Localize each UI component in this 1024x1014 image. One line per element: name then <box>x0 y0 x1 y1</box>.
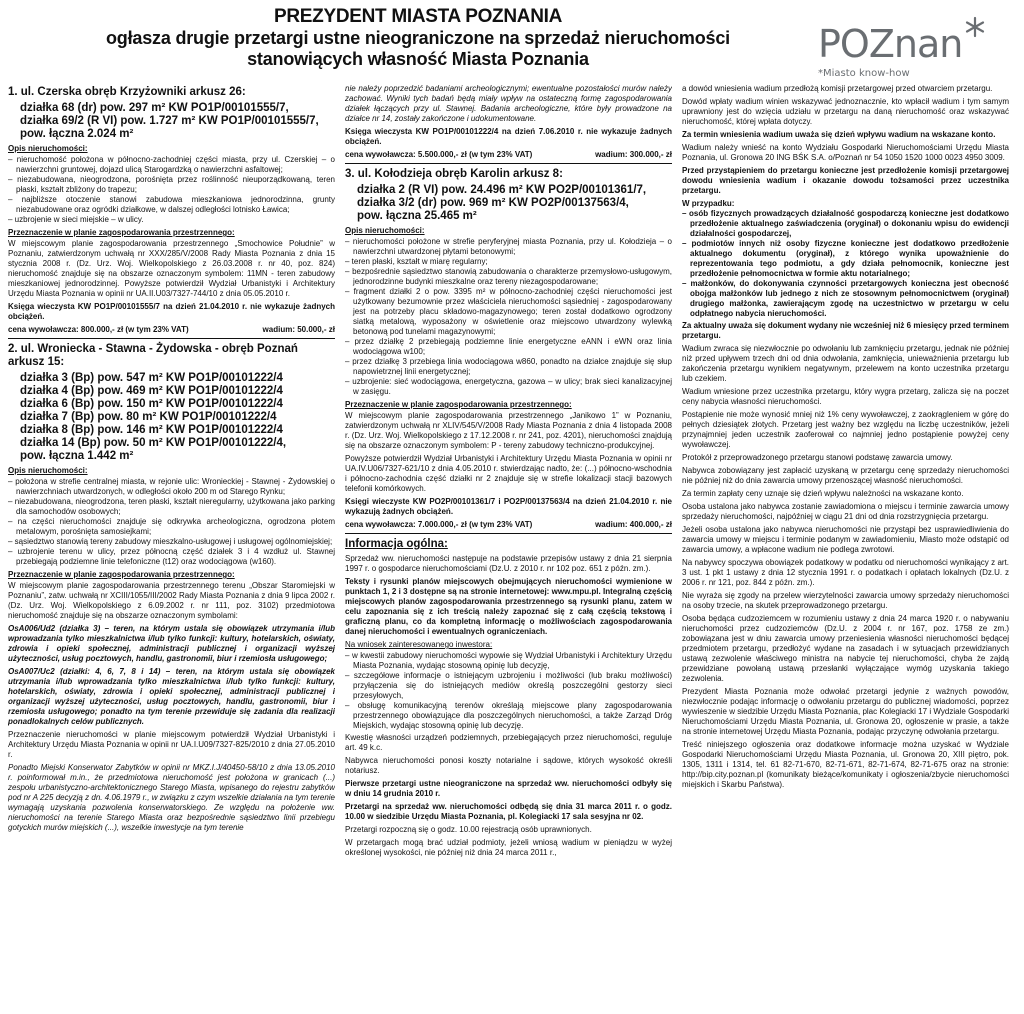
list-item: – przez działkę 2 przebiegają podziemne linie energetyczne eANN i eWN oraz linia wodociągowa w100; <box>345 337 672 356</box>
page-title: PREZYDENT MIASTA POZNANIA <box>273 6 563 27</box>
cases-list <box>682 209 1009 319</box>
header <box>8 4 1016 88</box>
opis-heading: Opis nieruchomości: <box>345 226 425 235</box>
info-paragraph: W przetargach mogą brać udział podmioty, jeżeli wniosą wadium w pieniądzu w wyżej określonej wysokości, nie później niż dnia 24 marca 2011 r., <box>345 838 672 857</box>
column-3 <box>682 84 1009 1014</box>
plot-line: działka 14 (Bp) pow. 50 m² KW PO1P/00101222/4, <box>20 437 287 449</box>
plan-text: W miejscowym planie zagospodarowania przestrzennego „Smochowice Południe” w Poznaniu, zatwierdzonym uchwałą nr XXX/285/V/2008 Rady Miasta Poznania z dnia 15 stycznia 2008 r. (Dz. Urz. Woj. Wielkopolskiego z 26.03.2008 r. nr 40, poz. 824) nieruchomość znajduje się na obszarze oznaczonym symbolem: 11MN - teren zabudowy mieszkaniowej jednorodzinnej. Powyższe potwierdził Wydział Urbanistyki i Architektury Urzędu Miasta Poznania w opinii nr UA.II.U03/7327-744/10 z dnia 05.05.2010 r. <box>8 239 335 298</box>
plot-line: działka 3 (Bp) pow. 547 m² KW PO1P/00101222/4 <box>20 372 283 384</box>
asterisk-icon <box>964 16 986 38</box>
info-paragraph: Na nabywcy spoczywa obowiązek podatkowy w podatku od nieruchomości wynikający z art. 3 ust. 1 pkt 1 ustawy z dnia 12 stycznia 1991 r. o podatkach i opłatach lokalnych (Dz.U. z 2006 r. nr 121, poz. 844 z późn. zm.). <box>682 558 1009 587</box>
info-paragraph: a dowód wniesienia wadium przedłożą komisji przetargowej przed otwarciem przetargu. <box>682 84 993 93</box>
plot-line: działka 68 (dr) pow. 297 m² KW PO1P/00101555/7, <box>20 102 289 114</box>
plan-confirmation: Powyższe potwierdził Wydział Urbanistyki i Architektury Urzędu Miasta Poznania w opinii nr UA.IV.U06/7327-621/10 z dnia 4.05.2010 r. stwierdzając nadto, że: (...) północno-wschodnia i północno-zachodnia część działki nr 2 znajduje się w strefie lokalizacji stacji bazowych telefonii komórkowych. <box>345 454 672 493</box>
list-item: – niezabudowana, nieogrodzona, teren płaski, kształt nieregularny, użytkowana jako parking dla samochodów osobowych; <box>8 497 335 516</box>
list-item: – obsługę komunikacyjną terenów określają miejscowe plany zagospodarowania przestrzennego obowiązujące dla poszczególnych nieruchomości, a także Zarząd Dróg Miejskich, wydając stosowną opinię lub decyzję. <box>345 701 672 730</box>
opis-heading: Opis nieruchomości: <box>8 466 88 475</box>
list-item: – na części nieruchomości znajduje się odkrywka archeologiczna, ogrodzona płotem metalowym, porośnięta samosiejkami; <box>8 517 335 536</box>
info-paragraph: Przetargi na sprzedaż ww. nieruchomości odbędą się dnia 31 marca 2011 r. o godz. 10.00 w siedzibie Urzędu Miasta Poznania, pl. Kolegiacki 17 sala sesyjna nr 02. <box>345 802 672 821</box>
info-paragraph: Nie wyraża się zgody na przelew wierzytelności zawarcia umowy sprzedaży nieruchomości na osoby trzecie, na skutek przeprowadzonego przetargu. <box>682 591 1009 610</box>
plan-confirmation: Przeznaczenie nieruchomości w planie miejscowym potwierdził Wydział Urbanistyki i Architektury Urzędu Miasta Poznania w opinii nr UA.I.U09/7327-825/2010 z dnia 27.05.2010 r. <box>8 730 335 759</box>
poznan-logo <box>818 22 988 82</box>
zoning-symbol-text: OsA006/Ud2 (działka 3) – teren, na którym ustala się obowiązek utrzymania i/lub wprowadzania tylko mieszkalnictwa i/lub tylko funkcji: kultury, hotelarskich, oświaty, zdrowia i opieki społecznej, administracji publicznej i organizacji wyższej użyteczności, usług pocztowych, handlu, gastronomii, biur i rzemiosła usługowego; <box>8 624 335 663</box>
list-item: – w kwestii zabudowy nieruchomości wypowie się Wydział Urbanistyki i Architektury Urzędu Miasta Poznania, wydając stosowną opinię lub decyzję, <box>345 651 672 670</box>
logo-wordmark: POZnan <box>818 22 963 66</box>
plot-line: działka 2 (R VI) pow. 24.496 m² KW PO2P/00101361/7, <box>357 184 647 196</box>
info-paragraph: Protokół z przeprowadzonego przetargu stanowi podstawę zawarcia umowy. <box>682 453 953 462</box>
divider <box>345 533 672 534</box>
bank-account-paragraph: Wadium należy wnieść na konto Wydziału Gospodarki Nieruchomościami Urzędu Miasta Poznania, ul. Gronowa 20 ING BŚK S.A. o/Poznań nr 54 1050 1520 1000 0023 4950 3009. <box>682 143 1009 162</box>
starting-price: cena wywoławcza: 7.000.000,- zł (w tym 23% VAT) <box>345 520 533 529</box>
info-paragraph: Kwestię własności urządzeń podziemnych, przebiegających przez nieruchomości, reguluje art. 49 k.c. <box>345 733 672 752</box>
list-item: – sąsiedztwo stanowią tereny zabudowy mieszkalno-usługowej i usługowej ogólnomiejskiej; <box>8 537 333 546</box>
deposit: wadium: 50.000,- zł <box>262 325 335 334</box>
price-row <box>345 520 672 530</box>
column-2 <box>345 84 672 1014</box>
list-item: – szczegółowe informacje o istniejącym uzbrojeniu i możliwości (lub braku możliwości) przyłączenia się do istniejących mediów określą poszczególni gestorzy sieci przesyłowych, <box>345 671 672 700</box>
list-item: – najbliższe otoczenie stanowi zabudowa mieszkaniowa jednorodzinna, grunty niezabudowane oraz ogródki działkowe, w dalszej odległości lotnisko Ławica; <box>8 195 335 214</box>
info-paragraph: Za aktualny uważa się dokument wydany nie wcześniej niż 6 miesięcy przed terminem przetargu. <box>682 321 1009 340</box>
plan-text: W miejscowym planie zagospodarowania przestrzennego „Janikowo 1” w Poznaniu, zatwierdzonym uchwałą nr XLIV/545/V/2008 Rady Miasta Poznania z dnia 4 listopada 2008 r. (Dz. Urz. Woj. Wielkopolskiego z 17.12.2008 r. nr 241, poz. 4201), nieruchomości znajdują się na obszarze oznaczonym symbolem: P - tereny zabudowy techniczno-produkcyjnej. <box>345 411 672 450</box>
info-paragraph: Wadium zwraca się niezwłocznie po odwołaniu lub zamknięciu przetargu, jednak nie później niż przed upływem trzech dni od dnia odwołania, zamknięcia, unieważnienia przetargu lub zakończenia przetargu wynikiem negatywnym, przelewem na konto uczestnika przetargu lub czekiem. <box>682 344 1009 383</box>
list-item: – uzbrojenie: sieć wodociągowa, energetyczna, gazowa – w ulicy; brak sieci kanalizacyjnej w zasięgu. <box>345 377 672 396</box>
plot-line: działka 8 (Bp) pow. 146 m² KW PO1P/00101222/4 <box>20 424 283 436</box>
logo-tagline: *Miasto know-how <box>818 68 910 79</box>
list-item: – bezpośrednie sąsiedztwo stanowią zabudowania o charakterze przemysłowo-usługowym, jednorodzinne budynki mieszkalne oraz tereny niezagospodarowane; <box>345 267 672 286</box>
list-item: – nieruchomość położona w północno-zachodniej części miasta, przy ul. Czerskiej – o nawierzchni gruntowej, dojazd ulicą Starogardzką o nawierzchni asfaltowej; <box>8 155 335 174</box>
list-item: – osób fizycznych prowadzących działalność gospodarczą konieczne jest dodatkowo przedłożenie aktualnego zaświadczenia (oryginał) o dokonaniu wpisu do ewidencji działalności gospodarczej, <box>682 209 1009 238</box>
investor-list <box>345 651 672 731</box>
list-item: – fragment działki 2 o pow. 3395 m² w północno-zachodniej części nieruchomości jest użytkowany bezumownie przez właściciela nieruchomości sąsiedniej - zagospodarowany jest na potrzeby placu składowo-magazynowego; teren został dodatkowo ogrodzony siatką metalową, wyposażony w oświetlenie oraz miejscowo utwardzony wylewką betonową pod tunelami magazynowymi; <box>345 287 672 336</box>
page-subtitle-line2: stanowiących własność Miasta Poznania <box>247 49 589 69</box>
section-3-title: 3. ul. Kołodzieja obręb Karolin arkusz 8: <box>345 168 563 180</box>
list-item: – nieruchomości położone w strefie peryferyjnej miasta Poznania, przy ul. Kołodzieja – o nawierzchni utwardzonej płytami betonowymi; <box>345 237 672 256</box>
info-paragraph: Za termin wniesienia wadium uważa się dzień wpływu wadium na wskazane konto. <box>682 130 996 139</box>
general-info-heading: Informacja ogólna: <box>345 538 448 550</box>
info-paragraph: Pierwsze przetargi ustne nieograniczone na sprzedaż ww. nieruchomości odbyły się w dniu 14 grudnia 2010 r. <box>345 779 672 798</box>
divider <box>8 338 335 339</box>
land-register-note: Księgi wieczyste KW PO2P/00101361/7 i PO2P/00137563/4 na dzień 21.04.2010 r. nie wykazują żadnych obciążeń. <box>345 497 672 516</box>
deposit: wadium: 400.000,- zł <box>595 520 672 529</box>
description-list <box>8 477 335 567</box>
cases-heading: W przypadku: <box>682 199 735 208</box>
plot-line: działka 4 (Bp) pow. 469 m² KW PO1P/00101222/4 <box>20 385 283 397</box>
list-item: – uzbrojenie w sieci miejskie – w ulicy. <box>8 215 144 224</box>
info-paragraph: Przed przystąpieniem do przetargu konieczne jest przedłożenie komisji przetargowej dowodu wniesienia wadium i okazanie dowodu tożsamości przez uczestnika przetargu. <box>682 166 1009 195</box>
price-row <box>345 150 672 160</box>
list-item: – małżonków, do dokonywania czynności przetargowych konieczna jest obecność obojga małżonków lub jednego z nich ze stosownym pełnomocnictwem (oryginał) drugiego małżonka, zawierającym zgodę na uczestnictwo w przetargu w celu odpłatnego nabycia nieruchomości. <box>682 279 1009 318</box>
plot-line: działka 3/2 (dr) pow. 969 m² KW PO2P/00137563/4, <box>357 197 629 209</box>
plot-line: działka 7 (Bp) pow. 80 m² KW PO1P/00101222/4 <box>20 411 277 423</box>
starting-price: cena wywoławcza: 800.000,- zł (w tym 23% VAT) <box>8 325 189 334</box>
header-titles <box>68 6 768 70</box>
conservator-note: Ponadto Miejski Konserwator Zabytków w opinii nr MKZ.I.J/40450-58/10 z dnia 13.05.2010 r. poinformował m.in., że przedmiotowa nieruchomość jest położona w granicach (...) zespołu urbanistyczno-architektonicznego Starego Miasta, wpisanego do rejestru zabytków pod nr A 225 decyzją z dn. 4.06.1979 r., w związku z czym wszelkie działania na tym terenie wymagają uzyskania pozwolenia konserwatorskiego. Ze względu na położenie ww. nieruchomości na terenie Starego Miasta oraz bezpośrednie sąsiedztwo linii przebiegu gotyckich murów miejskich (...), wszelkie inwestycje na tym terenie <box>8 763 335 832</box>
column-1 <box>8 84 335 1014</box>
list-item: – niezabudowana, nieogrodzona, porośnięta przez roślinność nieuporządkowaną, teren płaski, kształt zbliżony do trapezu; <box>8 175 335 194</box>
info-paragraph: Osoba ustalona jako nabywca zostanie zawiadomiona o miejscu i terminie zawarcia umowy sprzedaży nieruchomości, najpóźniej w ciągu 21 dni od dnia rozstrzygnięcia przetargu. <box>682 502 1009 521</box>
plan-heading: Przeznaczenie w planie zagospodarowania przestrzennego: <box>8 228 235 237</box>
starting-price: cena wywoławcza: 5.500.000,- zł (w tym 23% VAT) <box>345 150 533 159</box>
info-paragraph: Dowód wpłaty wadium winien wskazywać jednoznacznie, kto wpłacił wadium i tym samym uprawniony jest do wzięcia udziału w przetargu na daną nieruchomość oraz wskazywać nieruchomość, której wpłata dotyczy. <box>682 97 1009 126</box>
info-paragraph: Teksty i rysunki planów miejscowych obejmujących nieruchomości wymienione w punktach 1, 2 i 3 dostępne są na stronie internetowej: www.mpu.pl. Integralną częścią miejscowych planów zagospodarowania przestrzennego są rysunki planu, zatem w celu zapoznania się z ich treścią należy zapoznać się z całą częścią tekstową i graficzną planu, co da kompletną informację o możliwościach zagospodarowania danej nieruchomości i ewentualnych ograniczeniach. <box>345 577 672 636</box>
info-paragraph: Wadium wniesione przez uczestnika przetargu, który wygra przetarg, zalicza się na poczet ceny nabycia własności nieruchomości. <box>682 387 1009 406</box>
section-2-title: 2. ul. Wroniecka - Stawna - Żydowska - obręb Poznań arkusz 15: <box>8 343 298 368</box>
opis-heading: Opis nieruchomości: <box>8 144 88 153</box>
contact-paragraph: Treść niniejszego ogłoszenia oraz dodatkowe informacje można uzyskać w Wydziale Gospodarki Nieruchomościami Urzędu Miasta Poznania, ul. Gronowa 20, XIII piętro, pok. 1305, 1311 i 1314, tel. 61 82-71-670, 82-71-671, 82-71-674, 82-71-675 oraz na stronie: http://bip.city.poznan.pl (komunikaty bieżące/komunikaty i ogłoszenia/zbycie nieruchomości miejskich i Skarbu Państwa). <box>682 740 1009 789</box>
list-item: – położona w strefie centralnej miasta, w rejonie ulic: Wronieckiej - Stawnej - Żydowskiej o nawierzchniach utwardzonych, w odległości około 200 m od Starego Rynku; <box>8 477 335 496</box>
info-paragraph: Za termin zapłaty ceny uznaje się dzień wpływu należności na wskazane konto. <box>682 489 964 498</box>
list-item: – podmiotów innych niż osoby fizyczne konieczne jest dodatkowo przedłożenie aktualnego dokumentu (oryginał), z którego wynika upoważnienie do reprezentowania tego podmiotu, a gdy działa pełnomocnik, konieczne jest przedłożenie pełnomocnictwa w formie aktu notarialnego; <box>682 239 1009 278</box>
plan-heading: Przeznaczenie w planie zagospodarowania przestrzennego: <box>8 570 235 579</box>
info-paragraph: Osoba będąca cudzoziemcem w rozumieniu ustawy z dnia 24 marca 1920 r. o nabywaniu nieruchomości przez cudzoziemców (Dz.U. z 2004 r. nr 167, poz. 1758 ze zm.) zobowiązana jest w dniu zawarcia umowy przeniesienia własności nieruchomości będącej przedmiotem przetargu, przedłożyć wydane na zasadach i w sytuacjach przewidzianych ustawą zezwolenie właściwego ministra na nabycie tej nieruchomości, chyba że zajdą przewidziane powołaną ustawą przesłanki wyłączające wymóg uzyskania takiego zezwolenia. <box>682 614 1009 683</box>
info-paragraph: Przetargi rozpoczną się o godz. 10.00 rejestracją osób uprawnionych. <box>345 825 592 834</box>
page-subtitle-line1: ogłasza drugie przetargi ustne nieograniczone na sprzedaż nieruchomości <box>106 28 730 48</box>
info-paragraph: Sprzedaż ww. nieruchomości następuje na podstawie przepisów ustawy z dnia 21 sierpnia 1997 r. o gospodarce nieruchomościami (Dz.U. z 2010 r. nr 102 poz. 651 z późn. zm.). <box>345 554 672 573</box>
description-list <box>345 237 672 397</box>
land-register-note: Księga wieczysta KW PO1P/00101222/4 na dzień 7.06.2010 r. nie wykazuje żadnych obciążeń. <box>345 127 672 146</box>
plot-line: pow. łączna 1.442 m² <box>20 450 134 462</box>
zoning-symbol-text: OsA007/Uc2 (działki: 4, 6, 7, 8 i 14) – teren, na którym ustala się obowiązek utrzymania i/lub wprowadzania tylko mieszkalnictwa i/lub tylko funkcji: kultury, hotelarskich, oświaty, zdrowia i opieki społecznej, administracji publicznej i organizacji wyższej użyteczności, usług pocztowych, handlu, gastronomii, biur i rzemiosła usługowego; ponadto na tym terenie przewiduje się zadania dla realizacji ponadlokalnych celów publicznych. <box>8 667 335 726</box>
deposit: wadium: 300.000,- zł <box>595 150 672 159</box>
plan-text: W miejscowym planie zagospodarowania przestrzennego terenu „Obszar Staromiejski w Poznaniu”, zatw. uchwałą nr XCIII/1055/III/2002 Rady Miasta Poznania z dnia 9 lipca 2002 r. (Dz. Urz. Woj. Wielkopolskiego z 6.09.2002 r. nr 111, poz. 3102) przedmiotowa nieruchomość znajduje się na obszarze oznaczonym symbolami: <box>8 581 335 620</box>
plot-line: pow. łączna 25.465 m² <box>357 210 477 222</box>
list-item: – przez działkę 3 przebiega linia wodociągowa w860, ponadto na działce znajduje się słup napowietrznej linii energetycznej; <box>345 357 672 376</box>
description-list <box>8 155 335 225</box>
info-paragraph: Nabywca zobowiązany jest zapłacić uzyskaną w przetargu cenę sprzedaży nieruchomości nie później niż do dnia zawarcia umowy przenoszącej własność nieruchomości. <box>682 466 1009 485</box>
info-paragraph: Jeżeli osoba ustalona jako nabywca nieruchomości nie przystąpi bez usprawiedliwienia do zawarcia umowy w miejscu i terminie podanym w zawiadomieniu, Miasto może odstąpić od zawarcia umowy, a wpłacone wadium nie podlega zwrotowi. <box>682 525 1009 554</box>
info-paragraph: Postąpienie nie może wynosić mniej niż 1% ceny wywoławczej, z zaokrągleniem w górę do pełnych dziesiątek złotych. Przetarg jest ważny bez względu na liczbę uczestników, jeżeli przynajmniej jeden uczestnik zaoferował co najmniej jedno postąpienie powyżej ceny wywoławczej. <box>682 410 1009 449</box>
section-1-title: 1. ul. Czerska obręb Krzyżowniki arkusz 26: <box>8 86 246 98</box>
price-row <box>8 325 335 335</box>
plot-line: pow. łączna 2.024 m² <box>20 128 134 140</box>
plan-heading: Przeznaczenie w planie zagospodarowania przestrzennego: <box>345 400 572 409</box>
plot-line: działka 6 (Bp) pow. 150 m² KW PO1P/00101222/4 <box>20 398 283 410</box>
continued-text: nie należy poprzedzić badaniami archeologicznymi; ewentualne pozostałości murów należy zachować. Wyniki tych badań będą miały wpływ na ostateczną formę zagospodarowania działek łączących przy ul. Stawnej. Badania archeologiczne, które były prowadzone na działce nr 14, zostały zakończone i udokumentowane. <box>345 84 672 123</box>
investor-request-heading: Na wniosek zainteresowanego inwestora: <box>345 640 493 649</box>
plot-line: działka 69/2 (R VI) pow. 1.727 m² KW PO1P/00101555/7, <box>20 115 319 127</box>
info-paragraph: Nabywca nieruchomości ponosi koszty notarialne i sądowe, których wysokość określi notariusz. <box>345 756 672 775</box>
land-register-note: Księga wieczysta KW PO1P/00101555/7 na dzień 21.04.2010 r. nie wykazuje żadnych obciążeń. <box>8 302 335 321</box>
list-item: – uzbrojenie terenu w ulicy, przez północną część działek 3 i 4 wzdłuż ul. Stawnej przebiegają podziemne linie telefoniczne (t12) oraz wodociągowa (w160). <box>8 547 335 566</box>
divider <box>345 163 672 164</box>
info-paragraph: Prezydent Miasta Poznania może odwołać przetargi jedynie z ważnych powodów, niezwłocznie podając informację o odwołaniu przetargu do publicznej wiadomości, poprzez wywieszenie w siedzibie Urzędu Miasta Poznania, plac Kolegiacki 17 i Wydziale Gospodarki Nieruchomościami Urzędu Miasta Poznania, ul. Gronowa 20, ogłoszenie w prasie, a także na stronie internetowej Urzędu Miasta Poznania, podając przyczynę odwołania przetargu. <box>682 687 1009 736</box>
list-item: – teren płaski, kształt w miarę regularny; <box>345 257 488 266</box>
content-columns <box>8 84 1016 1014</box>
